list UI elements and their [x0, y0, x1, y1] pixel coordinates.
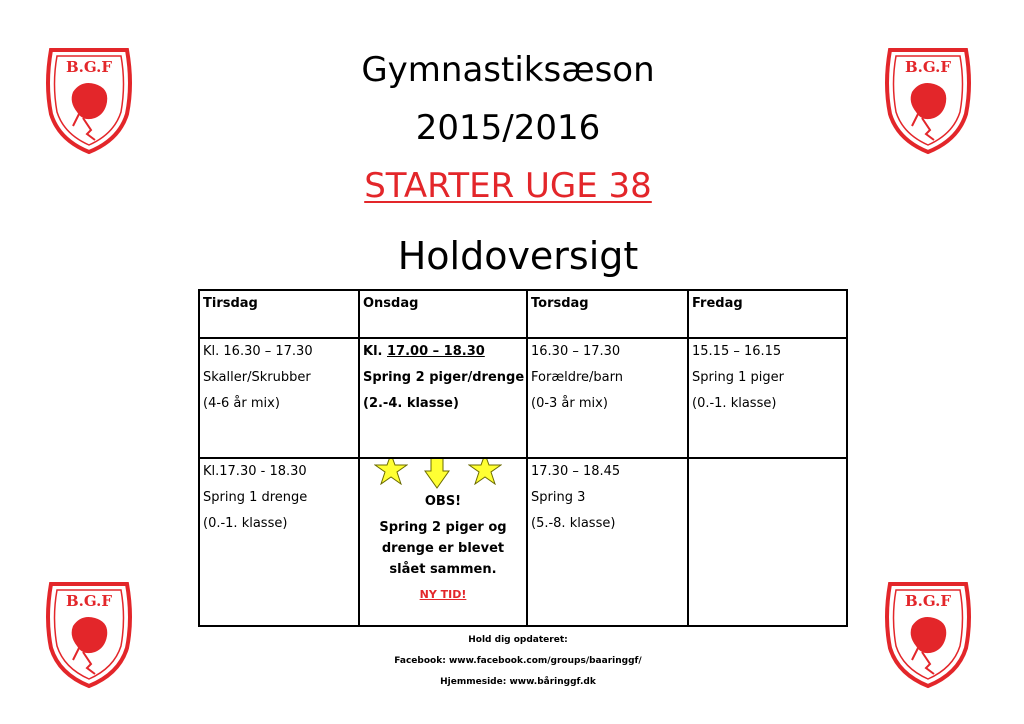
cell-onsdag-2 — [359, 458, 527, 626]
club-crest-icon — [882, 578, 974, 690]
attention-icons — [362, 459, 524, 493]
age-group: (2.-4. klasse) — [363, 396, 459, 411]
time: Kl. 16.30 – 17.30 — [203, 344, 313, 359]
table-row — [199, 338, 847, 458]
overview-heading: Holdoversigt — [397, 234, 639, 278]
season-title: Gymnastiksæson — [361, 50, 655, 90]
logo-bottom-left — [43, 578, 135, 690]
obs-label: OBS! — [424, 494, 462, 509]
cell-tirsdag-1 — [199, 338, 359, 458]
new-time-value: 17.00 – 18.30 — [387, 344, 485, 359]
logo-bottom-right — [882, 578, 974, 690]
team: Spring 2 piger/drenge — [363, 370, 525, 385]
time: Kl.17.30 - 18.30 — [203, 464, 307, 479]
time: 17.30 – 18.45 — [531, 464, 621, 479]
cell-torsdag-1 — [527, 338, 688, 458]
footer-stay-updated: Hold dig opdateret: — [468, 635, 568, 645]
footer-facebook: Facebook: www.facebook.com/groups/baaringgf/ — [394, 656, 642, 666]
cell-tirsdag-2 — [199, 458, 359, 626]
team: Spring 1 piger — [692, 370, 784, 385]
cell-fredag-1 — [688, 338, 847, 458]
svg-text:B.G.F: B.G.F — [65, 592, 113, 610]
age-group: (0.-1. klasse) — [692, 396, 777, 411]
age-group: (0.-1. klasse) — [203, 516, 288, 531]
svg-text:B.G.F: B.G.F — [904, 58, 952, 76]
star-icon — [374, 458, 408, 485]
header-onsdag: Onsdag — [359, 290, 527, 338]
season-years: 2015/2016 — [415, 108, 601, 148]
new-time-notice: NY TID! — [419, 588, 467, 601]
team: Skaller/Skrubber — [203, 370, 311, 385]
time: 16.30 – 17.30 — [531, 344, 621, 359]
age-group: (0-3 år mix) — [531, 396, 608, 411]
merge-note: Spring 2 piger og drenge er blevet slået sammen. — [379, 520, 507, 577]
team: Forældre/barn — [531, 370, 623, 385]
header-torsdag: Torsdag — [527, 290, 688, 338]
cell-onsdag-1 — [359, 338, 527, 458]
cell-torsdag-2 — [527, 458, 688, 626]
schedule-table — [198, 289, 848, 627]
club-crest-icon — [43, 578, 135, 690]
svg-text:B.G.F: B.G.F — [904, 592, 952, 610]
time: 15.15 – 16.15 — [692, 344, 782, 359]
age-group: (5.-8. klasse) — [531, 516, 616, 531]
star-icon — [468, 458, 502, 485]
team: Spring 1 drenge — [203, 490, 308, 505]
header-tirsdag: Tirsdag — [199, 290, 359, 338]
table-row — [199, 458, 847, 626]
svg-text:B.G.F: B.G.F — [65, 58, 113, 76]
footer-website: Hjemmeside: www.båringgf.dk — [440, 677, 596, 687]
time: Kl. 17.00 – 18.30 — [363, 344, 485, 359]
start-week-heading — [0, 166, 1016, 206]
table-header-row — [199, 290, 847, 338]
header-fredag: Fredag — [688, 290, 847, 338]
team: Spring 3 — [531, 490, 586, 505]
cell-fredag-2-empty — [688, 458, 847, 626]
age-group: (4-6 år mix) — [203, 396, 280, 411]
start-week-text: STARTER UGE 38 — [364, 166, 652, 206]
arrow-down-icon — [424, 458, 450, 489]
